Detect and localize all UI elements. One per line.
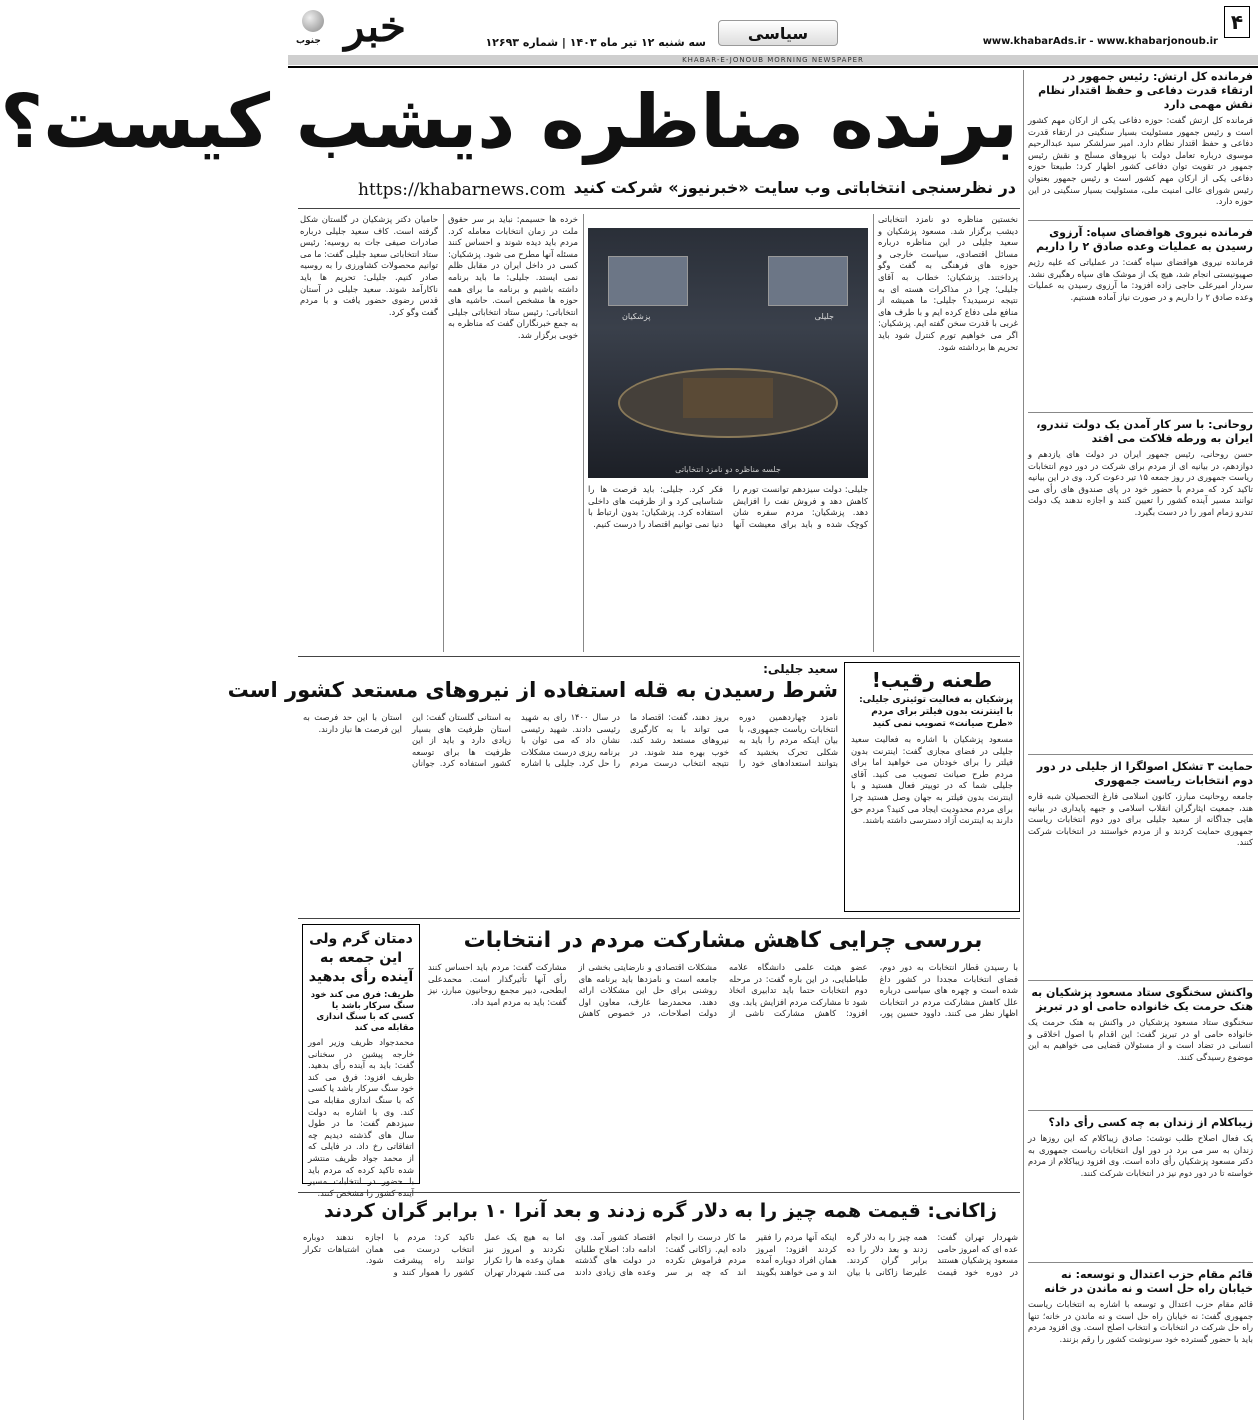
news-item <box>1028 418 1253 753</box>
news-body: یک فعال اصلاح طلب نوشت: صادق زیباکلام که این روزها در زندان به سر می برد در دور اول انتخابات ریاست جمهوری به دکتر مسعود پزشکیان رأی داده است. وی افزود زیباکلام از مردم خواسته تا در دور دوم نیز در انتخابات شرکت کنند. <box>1028 1133 1253 1178</box>
debate-body-d: حامیان دکتر پزشکیان در گلستان شکل گرفته است. کاف سعید جلیلی درباره صادرات صیفی جات به روسیه: رئیس ستاد انتخاباتی سعید جلیلی گفت: ما می توانیم محصولات کشاورزی را به روسیه صادر کنیم. جلیلی: تحریم ها باید ناکارآمد شوند. سعید جلیلی در آستان قدس رضوی حضور یافت و با مردم گفت وگو کرد. <box>300 214 438 317</box>
rival-box <box>844 662 1020 912</box>
section-rule <box>298 918 1020 919</box>
section-label <box>718 20 838 46</box>
issue-line: سه شنبه ۱۲ تیر ماه ۱۴۰۳ | شماره ۱۲۶۹۳ <box>485 36 706 49</box>
news-body: سخنگوی ستاد مسعود پزشکیان در واکنش به هتک حرمت یک خانواده حامی او در تبریز گفت: این اقدام با اصول اخلاقی و انسانی در تضاد است و از مسئولان قضایی می خواهیم به این موضوع رسیدگی کنند. <box>1028 1017 1253 1062</box>
news-title: روحانی: با سر کار آمدن یک دولت تندرو، ایران به ورطه فلاکت می افتد <box>1036 418 1253 445</box>
news-title: واکنش سخنگوی ستاد مسعود پزشکیان به هتک حرمت یک خانواده حامی او در تبریز <box>1031 986 1253 1013</box>
studio-screen-left <box>608 256 688 306</box>
zarif-box <box>302 924 420 1187</box>
section-rule <box>298 656 1020 657</box>
zarif-dek: ظریف: فرق می کند خود سنگ سرکار باشد یا کسی که با سنگ اندازی مقابله می کند <box>310 990 414 1033</box>
section-rule <box>298 1192 1020 1193</box>
globe-icon <box>302 10 324 32</box>
news-body: فرمانده کل ارتش گفت: حوزه دفاعی یکی از ارکان مهم کشور است و رئیس جمهور مسئولیت بسیار سنگینی در ارتقاء قدرت دفاعی و حفظ اقتدار نظام دارد. امیر سرلشکر سید عبدالرحیم موسوی درباره تعامل دولت با نیروهای مسلح و نقش رئیس جمهور در تقویت توان دفاعی کشور اظهار کرد: طبیعتا حوزه دفاعی یکی از ارکان مهم کشور است و رئیس جمهور بعنوان رئیس شورای عالی امنیت ملی، مسئولیت بسیار سنگینی در این حوزه دارد. <box>1028 115 1253 207</box>
right-column <box>1028 70 1253 1422</box>
masthead-logo-text: خبر <box>344 2 406 51</box>
divider <box>1028 1262 1253 1263</box>
lead-headline: برنده مناظره دیشب کیست؟ <box>0 79 1018 165</box>
studio-desk <box>683 378 773 418</box>
masthead-logo <box>296 2 406 52</box>
zarif-body: محمدجواد ظریف وزیر امور خارجه پیشین در سخنانی گفت: باید به آینده رأی بدهید. ظریف افزود: فرق می کند خود سنگ سرکار باشد یا کسی که با سنگ اندازی مقابله می کند. وی با اشاره به دولت سیزدهم گفت: ما در طول سال های گذشته دیدیم چه اتفاقاتی رخ داد. در فایلی که از محمد جواد ظریف منتشر شده تاکید کرده که مردم باید با حضور در انتخابات مسیر <box>308 1037 414 1187</box>
jalili-kicker: سعید جلیلی: <box>763 662 838 676</box>
rival-title: طعنه رقیب! <box>871 668 993 692</box>
page-number: ۴ <box>1230 10 1244 34</box>
col-divider <box>873 214 874 652</box>
english-strip <box>288 55 1258 65</box>
news-title: فرمانده نیروی هوافضای سپاه: آرزوی رسیدن به عملیات وعده صادق ۲ را داریم <box>1036 226 1253 253</box>
page-number-box <box>1224 6 1250 38</box>
photo-caption: جلسه مناظره دو نامزد انتخاباتی <box>675 465 781 474</box>
photo-label-left: پزشکیان <box>622 312 651 321</box>
header-rule <box>288 66 1258 68</box>
news-title: قائم مقام حزب اعتدال و توسعه: نه خیابان راه حل است و نه ماندن در خانه <box>1044 1268 1253 1295</box>
news-item <box>1028 226 1253 412</box>
debate-photo <box>588 228 868 478</box>
site-urls: www.khabarAds.ir - www.khabarjonoub.ir <box>982 36 1218 47</box>
news-item <box>1028 70 1253 220</box>
studio-screen-right <box>768 256 848 306</box>
news-item <box>1028 760 1253 978</box>
lead-rule <box>298 208 1020 209</box>
news-title: فرمانده کل ارتش: رئیس جمهور در ارتقاء قدرت دفاعی و حفظ اقتدار نظام نقش مهمی دارد <box>1038 70 1253 111</box>
news-body: جامعه روحانیت مبارز، کانون اسلامی فارغ التحصیلان شبه قاره هند، جمعیت ایثارگران انقلاب اسلامی و جبهه پایداری در بیانیه هایی جداگانه از سعید جلیلی برای دور دوم انتخابات ریاست جمهوری حمایت کردند و از مردم خواستند در انتخابات شرکت کنند. <box>1028 791 1253 848</box>
participation-body: با رسیدن قطار انتخابات به دور دوم، فضای انتخابات مجددا در کشور داغ شده است و چهره های سیاسی درباره علل کاهش مشارکت مردم در انتخابات اظهار نظر می کنند. داوود حسین پور، عضو هیئت علمی دانشگاه علامه طباطبایی، در این باره گفت: در مرحله دوم انتخابات حتما باید تدابیری اتخاذ شود تا مشارکت مردم افزایش یابد. وی افزود: کاهش مشارکت ناشی از مشکلات اقتصادی و نارضایتی بخشی از جامعه است و نامزدها باید برنامه های روشنی برای حل این مشکلات ارائه دهند. محمدرضا عارف، معاون اول دولت اصلاحات، در خصوص کاهش مشارکت گفت: مردم باید احساس کنند رأی آنها تأثیرگذار است. محمدعلی ابطحی، دبیر مجمع روحانیون مبارز، نیز گفت: باید به مردم امید داد. <box>428 962 1018 1019</box>
news-body: حسن روحانی، رئیس جمهور ایران در دولت های یازدهم و دوازدهم، در بیانیه ای از مردم برای شرکت در دور دوم انتخابات ریاست جمهوری در روز جمعه ۱۵ تیر دعوت کرد. وی در این بیانیه تاکید کرد که مردم با حضور خود در پای صندوق های رأی می توانند مسیر آینده کشور را تعیین کنند و اجازه ندهند یک دولت تندرو زمام امور را در دست بگیرد. <box>1028 449 1253 517</box>
col-divider <box>443 214 444 652</box>
divider <box>1028 412 1253 413</box>
right-column-divider <box>1023 70 1024 1420</box>
rival-dek: پزشکیان به فعالیت توئیتری جلیلی: با اینترنت بدون فیلتر برای مردم «طرح صیانت» تصویب نمی کنید <box>859 695 1013 729</box>
lead-subline: در نظرسنجی انتخاباتی وب سایت «خبرنیوز» شرکت کنید <box>573 178 1016 197</box>
news-body: فرمانده نیروی هوافضای سپاه گفت: در عملیاتی که علیه رژیم صهیونیستی انجام شد، هیچ یک از موشک های سپاه رهگیری نشد. سردار امیرعلی حاجی زاده افزود: ما آرزوی رسیدن به عملیات وعده صادق ۲ را داریم و در صورت نیاز آماده هستیم. <box>1028 257 1253 302</box>
divider <box>1028 220 1253 221</box>
zakani-body: شهردار تهران گفت: عده ای که امروز حامی مسعود پزشکیان هستند در دوره خود قیمت همه چیز را به دلار گره زدند و بعد دلار را ده برابر گران کردند. علیرضا زاکانی با بیان اینکه آنها مردم را فقیر کردند افزود: امروز همان افراد دوباره آمده اند و می خواهند بگویند ما کار درست را انجام داده ایم. زاکانی گفت: مردم فراموش نکرده اند که چه بر سر اقتصاد کشور آمد. وی ادامه داد: اصلاح طلبان در دولت های گذشته وعده های زیادی دادند اما به هیچ یک عمل نکردند و امروز نیز همان وعده ها را تکرار می کنند. شهردار تهران تاکید کرد: مردم با انتخاب درست می توانند راه پیشرفت کشور را هموار کنند و اجازه ندهند دوباره همان اشتباهات تکرار شود. <box>303 1232 1018 1277</box>
rival-body: مسعود پزشکیان با اشاره به فعالیت سعید جلیلی در فضای مجازی گفت: اینترنت بدون فیلتر را برای خودتان می خواهید اما برای مردم طرح صیانت تصویب می کنید. آقای جلیلی شما که در توییتر فعال هستید و با اینترنت بدون فیلتر به جهان وصل هستید چرا برای مردم محدودیت ایجاد می کنید؟ مردم حق دارند به اینترنت آزاد دسترسی داشته باشند. <box>851 734 1013 826</box>
col-divider <box>583 214 584 652</box>
photo-label-right: جلیلی <box>814 312 834 321</box>
jalili-body: نامزد چهاردهمین دوره انتخابات ریاست جمهوری، با بیان اینکه مردم را باید به شکلی تحرک بخشید که بتوانند استعدادهای خود را بروز دهند، گفت: اقتصاد ما می تواند با به کارگیری نیروهای مستعد رشد کند. خوب بهره مند شوند. در نتیجه انتخاب درست مردم در سال ۱۴۰۰ رای به شهید رئیسی دادند. شهید رئیسی نشان داد که می توان با برنامه ریزی درست مشکلات را حل کرد. جلیلی با اشاره به استانی گلستان گفت: این استان ظرفیت های بسیار زیادی دارد و باید از این ظرفیت ها برای توسعه کشور استفاده کرد. جوانان استان با این حد فرصت به این فرصت ها نیاز دارند. <box>303 712 838 769</box>
news-title: زیباکلام از زندان به چه کسی رأی داد؟ <box>1048 1116 1253 1129</box>
debate-body-a: نخستین مناظره دو نامزد انتخاباتی دیشب برگزار شد. مسعود پزشکیان و سعید جلیلی در این مناظره درباره مسائل اقتصادی، سیاست خارجی و حوزه های فرهنگی به گفت وگو پرداختند. پزشکیان: خطاب به آقای جلیلی؛ چرا در مذاکرات هسته ای به نتیجه نرسیدید؟ جلیلی: ما همیشه از منافع ملی دفاع کرده ایم و با طرف های غربی با قدرت سخن گفته ایم. پزشکیان: اگر می خواهیم تورم کنترل شود باید تحریم ها برداشته شود. <box>878 214 1018 352</box>
jalili-headline: شرط رسیدن به قله استفاده از نیروهای مستعد کشور است <box>227 678 838 702</box>
debate-body-b: جلیلی: دولت سیزدهم توانست تورم را کاهش دهد و فروش نفت را افزایش دهد. پزشکیان: مردم سفره شان کوچک شده و باید برای معیشت آنها فکر کرد. جلیلی: باید فرصت ها را شناسایی کرد و از ظرفیت های داخلی استفاده کرد. پزشکیان: بدون ارتباط با دنیا نمی توانیم اقتصاد را درست کنیم. <box>588 484 868 529</box>
zakani-headline: زاکانی: قیمت همه چیز را به دلار گره زدند و بعد آنرا ۱۰ برابر گران کردند <box>324 1200 997 1222</box>
masthead-logo-sub: جنوب <box>296 36 321 46</box>
news-body: قائم مقام حزب اعتدال و توسعه با اشاره به انتخابات ریاست جمهوری گفت: نه خیابان راه حل است و نه ماندن در خانه؛ تنها راه حل شرکت در انتخابات و انتخاب اصلح است. وی افزود مردم باید با حضور گسترده خود سرنوشت کشور را رقم بزنند. <box>1028 1299 1253 1344</box>
news-item <box>1028 1116 1253 1261</box>
divider <box>1028 1110 1253 1111</box>
news-item <box>1028 1268 1253 1422</box>
lead-url[interactable]: https://khabarnews.com <box>358 180 566 200</box>
debate-body-c: خرده ها حسیمم: نباید بر سر حقوق ملت در زمان انتخابات معامله کرد. مردم باید دیده شوند و احساس کنند مسئله آنها مطرح می شود. پزشکیان: کسی در داخل ایران در مقابل ظلم نمی ایستد. جلیلی: ما باید برنامه داشته باشیم و برنامه ما برای همه حوزه ها مشخص است. حاشیه های انتخاباتی: رئیس ستاد انتخاباتی جلیلی به جمع خبرنگاران گفت که مناظره به خوبی برگزار شد. <box>448 214 578 340</box>
news-title: حمایت ۳ تشکل اصولگرا از جلیلی در دور دوم انتخابات ریاست جمهوری <box>1036 760 1253 787</box>
english-strip-text: KHABAR-E-JONOUB MORNING NEWSPAPER <box>682 56 864 64</box>
news-item <box>1028 986 1253 1106</box>
zarif-headline: دمتان گرم ولی این جمعه به آینده رأی بدهید <box>308 931 414 985</box>
participation-headline: بررسی چرایی کاهش مشارکت مردم در انتخابات <box>463 928 983 953</box>
section-label-text: سیاسی <box>747 23 809 43</box>
divider <box>1028 754 1253 755</box>
divider <box>1028 980 1253 981</box>
